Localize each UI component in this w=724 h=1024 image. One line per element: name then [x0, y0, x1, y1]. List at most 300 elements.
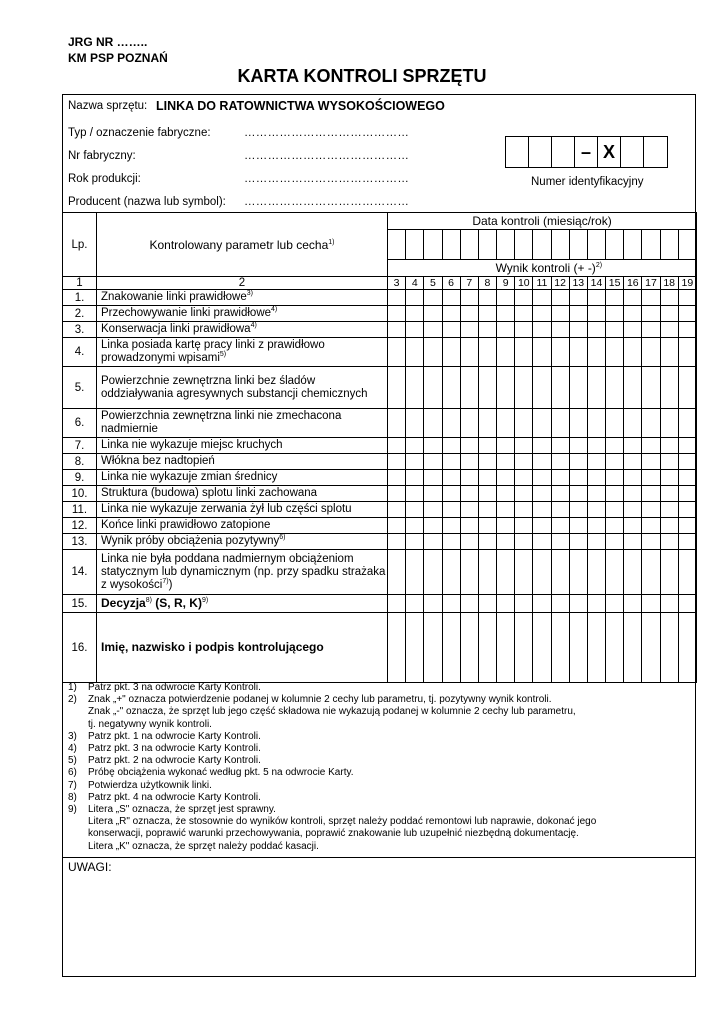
- result-cell[interactable]: [406, 595, 424, 613]
- result-cell[interactable]: [388, 409, 406, 438]
- result-cell[interactable]: [442, 595, 460, 613]
- result-cell[interactable]: [497, 322, 515, 338]
- result-cell[interactable]: [678, 518, 696, 534]
- result-cell[interactable]: [497, 438, 515, 454]
- result-cell[interactable]: [533, 613, 551, 683]
- result-cell[interactable]: [515, 613, 533, 683]
- result-cell[interactable]: [569, 322, 587, 338]
- result-cell[interactable]: [460, 306, 478, 322]
- date-cell[interactable]: [388, 230, 406, 260]
- result-cell[interactable]: [569, 338, 587, 367]
- date-cell[interactable]: [569, 230, 587, 260]
- result-cell[interactable]: [424, 290, 442, 306]
- result-cell[interactable]: [406, 367, 424, 409]
- result-cell[interactable]: [587, 613, 605, 683]
- result-cell[interactable]: [478, 409, 496, 438]
- result-cell[interactable]: [678, 409, 696, 438]
- result-cell[interactable]: [642, 367, 660, 409]
- result-cell[interactable]: [478, 613, 496, 683]
- result-cell[interactable]: [515, 518, 533, 534]
- result-cell[interactable]: [678, 454, 696, 470]
- result-cell[interactable]: [660, 454, 678, 470]
- result-cell[interactable]: [460, 534, 478, 550]
- result-cell[interactable]: [497, 613, 515, 683]
- result-cell[interactable]: [388, 550, 406, 595]
- result-cell[interactable]: [478, 306, 496, 322]
- result-cell[interactable]: [606, 367, 624, 409]
- result-cell[interactable]: [424, 550, 442, 595]
- result-cell[interactable]: [442, 502, 460, 518]
- result-cell[interactable]: [406, 438, 424, 454]
- result-cell[interactable]: [624, 518, 642, 534]
- id-cell[interactable]: [506, 137, 529, 167]
- id-cell[interactable]: [529, 137, 552, 167]
- result-cell[interactable]: [424, 502, 442, 518]
- result-cell[interactable]: [587, 338, 605, 367]
- result-cell[interactable]: [678, 306, 696, 322]
- result-cell[interactable]: [515, 367, 533, 409]
- result-cell[interactable]: [678, 338, 696, 367]
- result-cell[interactable]: [478, 470, 496, 486]
- result-cell[interactable]: [478, 595, 496, 613]
- result-cell[interactable]: [406, 613, 424, 683]
- result-cell[interactable]: [642, 338, 660, 367]
- result-cell[interactable]: [533, 306, 551, 322]
- result-cell[interactable]: [569, 409, 587, 438]
- result-cell[interactable]: [497, 367, 515, 409]
- result-cell[interactable]: [388, 534, 406, 550]
- result-cell[interactable]: [533, 595, 551, 613]
- result-cell[interactable]: [606, 290, 624, 306]
- result-cell[interactable]: [660, 595, 678, 613]
- result-cell[interactable]: [515, 534, 533, 550]
- result-cell[interactable]: [406, 290, 424, 306]
- result-cell[interactable]: [606, 338, 624, 367]
- result-cell[interactable]: [497, 534, 515, 550]
- result-cell[interactable]: [424, 470, 442, 486]
- result-cell[interactable]: [569, 306, 587, 322]
- result-cell[interactable]: [606, 409, 624, 438]
- result-cell[interactable]: [660, 322, 678, 338]
- year-field[interactable]: ……………………………………: [244, 173, 410, 185]
- result-cell[interactable]: [424, 595, 442, 613]
- result-cell[interactable]: [551, 438, 569, 454]
- result-cell[interactable]: [642, 290, 660, 306]
- result-cell[interactable]: [642, 409, 660, 438]
- result-cell[interactable]: [551, 595, 569, 613]
- result-cell[interactable]: [497, 595, 515, 613]
- result-cell[interactable]: [515, 486, 533, 502]
- result-cell[interactable]: [660, 409, 678, 438]
- result-cell[interactable]: [587, 306, 605, 322]
- producer-field[interactable]: ……………………………………: [244, 196, 410, 208]
- date-cell[interactable]: [678, 230, 696, 260]
- result-cell[interactable]: [533, 367, 551, 409]
- result-cell[interactable]: [497, 486, 515, 502]
- date-cell[interactable]: [606, 230, 624, 260]
- result-cell[interactable]: [533, 518, 551, 534]
- result-cell[interactable]: [606, 613, 624, 683]
- result-cell[interactable]: [587, 470, 605, 486]
- result-cell[interactable]: [388, 338, 406, 367]
- result-cell[interactable]: [660, 486, 678, 502]
- result-cell[interactable]: [442, 534, 460, 550]
- result-cell[interactable]: [551, 338, 569, 367]
- result-cell[interactable]: [533, 338, 551, 367]
- date-cell[interactable]: [406, 230, 424, 260]
- result-cell[interactable]: [606, 322, 624, 338]
- result-cell[interactable]: [533, 322, 551, 338]
- result-cell[interactable]: [406, 550, 424, 595]
- result-cell[interactable]: [551, 322, 569, 338]
- result-cell[interactable]: [424, 534, 442, 550]
- result-cell[interactable]: [424, 454, 442, 470]
- result-cell[interactable]: [406, 454, 424, 470]
- result-cell[interactable]: [533, 290, 551, 306]
- result-cell[interactable]: [678, 534, 696, 550]
- result-cell[interactable]: [388, 454, 406, 470]
- result-cell[interactable]: [624, 409, 642, 438]
- result-cell[interactable]: [515, 322, 533, 338]
- result-cell[interactable]: [478, 290, 496, 306]
- result-cell[interactable]: [497, 470, 515, 486]
- result-cell[interactable]: [442, 613, 460, 683]
- result-cell[interactable]: [497, 502, 515, 518]
- result-cell[interactable]: [642, 518, 660, 534]
- result-cell[interactable]: [587, 502, 605, 518]
- result-cell[interactable]: [624, 290, 642, 306]
- result-cell[interactable]: [587, 550, 605, 595]
- result-cell[interactable]: [642, 595, 660, 613]
- date-cell[interactable]: [642, 230, 660, 260]
- result-cell[interactable]: [569, 438, 587, 454]
- result-cell[interactable]: [515, 438, 533, 454]
- result-cell[interactable]: [569, 534, 587, 550]
- result-cell[interactable]: [442, 367, 460, 409]
- result-cell[interactable]: [624, 595, 642, 613]
- type-field[interactable]: ……………………………………: [244, 127, 410, 139]
- result-cell[interactable]: [606, 486, 624, 502]
- result-cell[interactable]: [388, 367, 406, 409]
- result-cell[interactable]: [642, 306, 660, 322]
- result-cell[interactable]: [460, 550, 478, 595]
- result-cell[interactable]: [460, 454, 478, 470]
- result-cell[interactable]: [460, 290, 478, 306]
- result-cell[interactable]: [424, 518, 442, 534]
- result-cell[interactable]: [478, 367, 496, 409]
- result-cell[interactable]: [442, 518, 460, 534]
- result-cell[interactable]: [478, 550, 496, 595]
- result-cell[interactable]: [642, 322, 660, 338]
- result-cell[interactable]: [515, 470, 533, 486]
- result-cell[interactable]: [569, 290, 587, 306]
- result-cell[interactable]: [660, 367, 678, 409]
- result-cell[interactable]: [587, 518, 605, 534]
- result-cell[interactable]: [624, 438, 642, 454]
- result-cell[interactable]: [642, 438, 660, 454]
- date-cell[interactable]: [587, 230, 605, 260]
- result-cell[interactable]: [551, 534, 569, 550]
- result-cell[interactable]: [424, 367, 442, 409]
- result-cell[interactable]: [551, 290, 569, 306]
- result-cell[interactable]: [624, 454, 642, 470]
- result-cell[interactable]: [678, 290, 696, 306]
- result-cell[interactable]: [515, 409, 533, 438]
- date-cell[interactable]: [442, 230, 460, 260]
- serial-field[interactable]: ……………………………………: [244, 150, 410, 162]
- result-cell[interactable]: [606, 534, 624, 550]
- result-cell[interactable]: [460, 613, 478, 683]
- result-cell[interactable]: [460, 338, 478, 367]
- result-cell[interactable]: [569, 470, 587, 486]
- result-cell[interactable]: [660, 550, 678, 595]
- result-cell[interactable]: [642, 470, 660, 486]
- result-cell[interactable]: [388, 486, 406, 502]
- result-cell[interactable]: [642, 454, 660, 470]
- result-cell[interactable]: [478, 454, 496, 470]
- result-cell[interactable]: [497, 454, 515, 470]
- result-cell[interactable]: [515, 595, 533, 613]
- result-cell[interactable]: [642, 613, 660, 683]
- result-cell[interactable]: [442, 438, 460, 454]
- result-cell[interactable]: [388, 322, 406, 338]
- date-cell[interactable]: [533, 230, 551, 260]
- result-cell[interactable]: [478, 534, 496, 550]
- result-cell[interactable]: [660, 502, 678, 518]
- result-cell[interactable]: [606, 438, 624, 454]
- result-cell[interactable]: [569, 518, 587, 534]
- id-cell[interactable]: [621, 137, 644, 167]
- result-cell[interactable]: [587, 595, 605, 613]
- result-cell[interactable]: [460, 409, 478, 438]
- result-cell[interactable]: [678, 502, 696, 518]
- result-cell[interactable]: [515, 550, 533, 595]
- result-cell[interactable]: [406, 322, 424, 338]
- result-cell[interactable]: [551, 486, 569, 502]
- result-cell[interactable]: [569, 502, 587, 518]
- result-cell[interactable]: [587, 322, 605, 338]
- result-cell[interactable]: [515, 306, 533, 322]
- result-cell[interactable]: [551, 367, 569, 409]
- result-cell[interactable]: [587, 367, 605, 409]
- result-cell[interactable]: [388, 502, 406, 518]
- result-cell[interactable]: [606, 550, 624, 595]
- date-cell[interactable]: [424, 230, 442, 260]
- result-cell[interactable]: [642, 486, 660, 502]
- result-cell[interactable]: [660, 338, 678, 367]
- result-cell[interactable]: [406, 470, 424, 486]
- result-cell[interactable]: [424, 338, 442, 367]
- result-cell[interactable]: [587, 438, 605, 454]
- result-cell[interactable]: [587, 454, 605, 470]
- result-cell[interactable]: [606, 595, 624, 613]
- result-cell[interactable]: [533, 409, 551, 438]
- result-cell[interactable]: [678, 470, 696, 486]
- result-cell[interactable]: [533, 550, 551, 595]
- result-cell[interactable]: [460, 470, 478, 486]
- result-cell[interactable]: [460, 367, 478, 409]
- result-cell[interactable]: [515, 290, 533, 306]
- result-cell[interactable]: [678, 438, 696, 454]
- result-cell[interactable]: [660, 470, 678, 486]
- result-cell[interactable]: [388, 613, 406, 683]
- result-cell[interactable]: [624, 613, 642, 683]
- result-cell[interactable]: [569, 454, 587, 470]
- result-cell[interactable]: [442, 550, 460, 595]
- result-cell[interactable]: [533, 438, 551, 454]
- result-cell[interactable]: [388, 290, 406, 306]
- result-cell[interactable]: [678, 367, 696, 409]
- result-cell[interactable]: [424, 306, 442, 322]
- result-cell[interactable]: [660, 518, 678, 534]
- result-cell[interactable]: [533, 534, 551, 550]
- result-cell[interactable]: [442, 290, 460, 306]
- result-cell[interactable]: [624, 534, 642, 550]
- result-cell[interactable]: [533, 470, 551, 486]
- result-cell[interactable]: [478, 486, 496, 502]
- result-cell[interactable]: [642, 502, 660, 518]
- result-cell[interactable]: [606, 470, 624, 486]
- result-cell[interactable]: [424, 322, 442, 338]
- result-cell[interactable]: [406, 409, 424, 438]
- result-cell[interactable]: [587, 290, 605, 306]
- result-cell[interactable]: [515, 454, 533, 470]
- result-cell[interactable]: [478, 438, 496, 454]
- result-cell[interactable]: [478, 518, 496, 534]
- result-cell[interactable]: [551, 550, 569, 595]
- result-cell[interactable]: [587, 409, 605, 438]
- result-cell[interactable]: [388, 470, 406, 486]
- result-cell[interactable]: [678, 550, 696, 595]
- result-cell[interactable]: [569, 486, 587, 502]
- result-cell[interactable]: [406, 338, 424, 367]
- result-cell[interactable]: [442, 409, 460, 438]
- date-cell[interactable]: [515, 230, 533, 260]
- result-cell[interactable]: [587, 486, 605, 502]
- date-cell[interactable]: [497, 230, 515, 260]
- result-cell[interactable]: [533, 454, 551, 470]
- result-cell[interactable]: [460, 518, 478, 534]
- result-cell[interactable]: [660, 306, 678, 322]
- result-cell[interactable]: [551, 409, 569, 438]
- result-cell[interactable]: [624, 306, 642, 322]
- result-cell[interactable]: [642, 550, 660, 595]
- id-number-box[interactable]: [505, 136, 668, 168]
- result-cell[interactable]: [460, 486, 478, 502]
- result-cell[interactable]: [624, 502, 642, 518]
- id-cell[interactable]: [552, 137, 575, 167]
- result-cell[interactable]: [406, 486, 424, 502]
- result-cell[interactable]: [442, 486, 460, 502]
- result-cell[interactable]: [606, 518, 624, 534]
- date-cell[interactable]: [660, 230, 678, 260]
- result-cell[interactable]: [442, 470, 460, 486]
- result-cell[interactable]: [624, 486, 642, 502]
- result-cell[interactable]: [515, 502, 533, 518]
- result-cell[interactable]: [424, 409, 442, 438]
- result-cell[interactable]: [388, 518, 406, 534]
- result-cell[interactable]: [406, 518, 424, 534]
- result-cell[interactable]: [678, 322, 696, 338]
- result-cell[interactable]: [551, 306, 569, 322]
- result-cell[interactable]: [388, 595, 406, 613]
- result-cell[interactable]: [642, 534, 660, 550]
- result-cell[interactable]: [624, 367, 642, 409]
- result-cell[interactable]: [660, 534, 678, 550]
- result-cell[interactable]: [442, 454, 460, 470]
- result-cell[interactable]: [569, 550, 587, 595]
- result-cell[interactable]: [606, 502, 624, 518]
- result-cell[interactable]: [624, 550, 642, 595]
- result-cell[interactable]: [442, 322, 460, 338]
- result-cell[interactable]: [460, 438, 478, 454]
- result-cell[interactable]: [678, 486, 696, 502]
- result-cell[interactable]: [497, 306, 515, 322]
- result-cell[interactable]: [497, 338, 515, 367]
- result-cell[interactable]: [442, 306, 460, 322]
- result-cell[interactable]: [551, 613, 569, 683]
- result-cell[interactable]: [424, 486, 442, 502]
- result-cell[interactable]: [606, 454, 624, 470]
- result-cell[interactable]: [678, 613, 696, 683]
- result-cell[interactable]: [551, 518, 569, 534]
- result-cell[interactable]: [569, 595, 587, 613]
- result-cell[interactable]: [478, 502, 496, 518]
- result-cell[interactable]: [660, 290, 678, 306]
- result-cell[interactable]: [551, 502, 569, 518]
- date-cell[interactable]: [478, 230, 496, 260]
- result-cell[interactable]: [388, 438, 406, 454]
- result-cell[interactable]: [515, 338, 533, 367]
- result-cell[interactable]: [406, 306, 424, 322]
- result-cell[interactable]: [587, 534, 605, 550]
- result-cell[interactable]: [388, 306, 406, 322]
- result-cell[interactable]: [460, 322, 478, 338]
- result-cell[interactable]: [533, 486, 551, 502]
- date-cell[interactable]: [551, 230, 569, 260]
- serial-label: Nr fabryczny:: [68, 150, 136, 162]
- result-cell[interactable]: [551, 470, 569, 486]
- result-cell[interactable]: [660, 613, 678, 683]
- result-cell[interactable]: [478, 338, 496, 367]
- result-cell[interactable]: [478, 322, 496, 338]
- result-cell[interactable]: [424, 613, 442, 683]
- result-cell[interactable]: [424, 438, 442, 454]
- result-cell[interactable]: [551, 454, 569, 470]
- result-cell[interactable]: [497, 550, 515, 595]
- result-cell[interactable]: [497, 409, 515, 438]
- result-cell[interactable]: [660, 438, 678, 454]
- result-cell[interactable]: [460, 502, 478, 518]
- id-cell[interactable]: [644, 137, 667, 167]
- date-cell[interactable]: [460, 230, 478, 260]
- result-cell[interactable]: [624, 322, 642, 338]
- result-cell[interactable]: [406, 502, 424, 518]
- result-cell[interactable]: [460, 595, 478, 613]
- result-cell[interactable]: [533, 502, 551, 518]
- result-cell[interactable]: [497, 290, 515, 306]
- result-cell[interactable]: [569, 367, 587, 409]
- result-cell[interactable]: [624, 338, 642, 367]
- result-cell[interactable]: [442, 338, 460, 367]
- result-cell[interactable]: [569, 613, 587, 683]
- result-cell[interactable]: [624, 470, 642, 486]
- result-cell[interactable]: [678, 595, 696, 613]
- result-cell[interactable]: [406, 534, 424, 550]
- result-cell[interactable]: [606, 306, 624, 322]
- result-cell[interactable]: [497, 518, 515, 534]
- date-cell[interactable]: [624, 230, 642, 260]
